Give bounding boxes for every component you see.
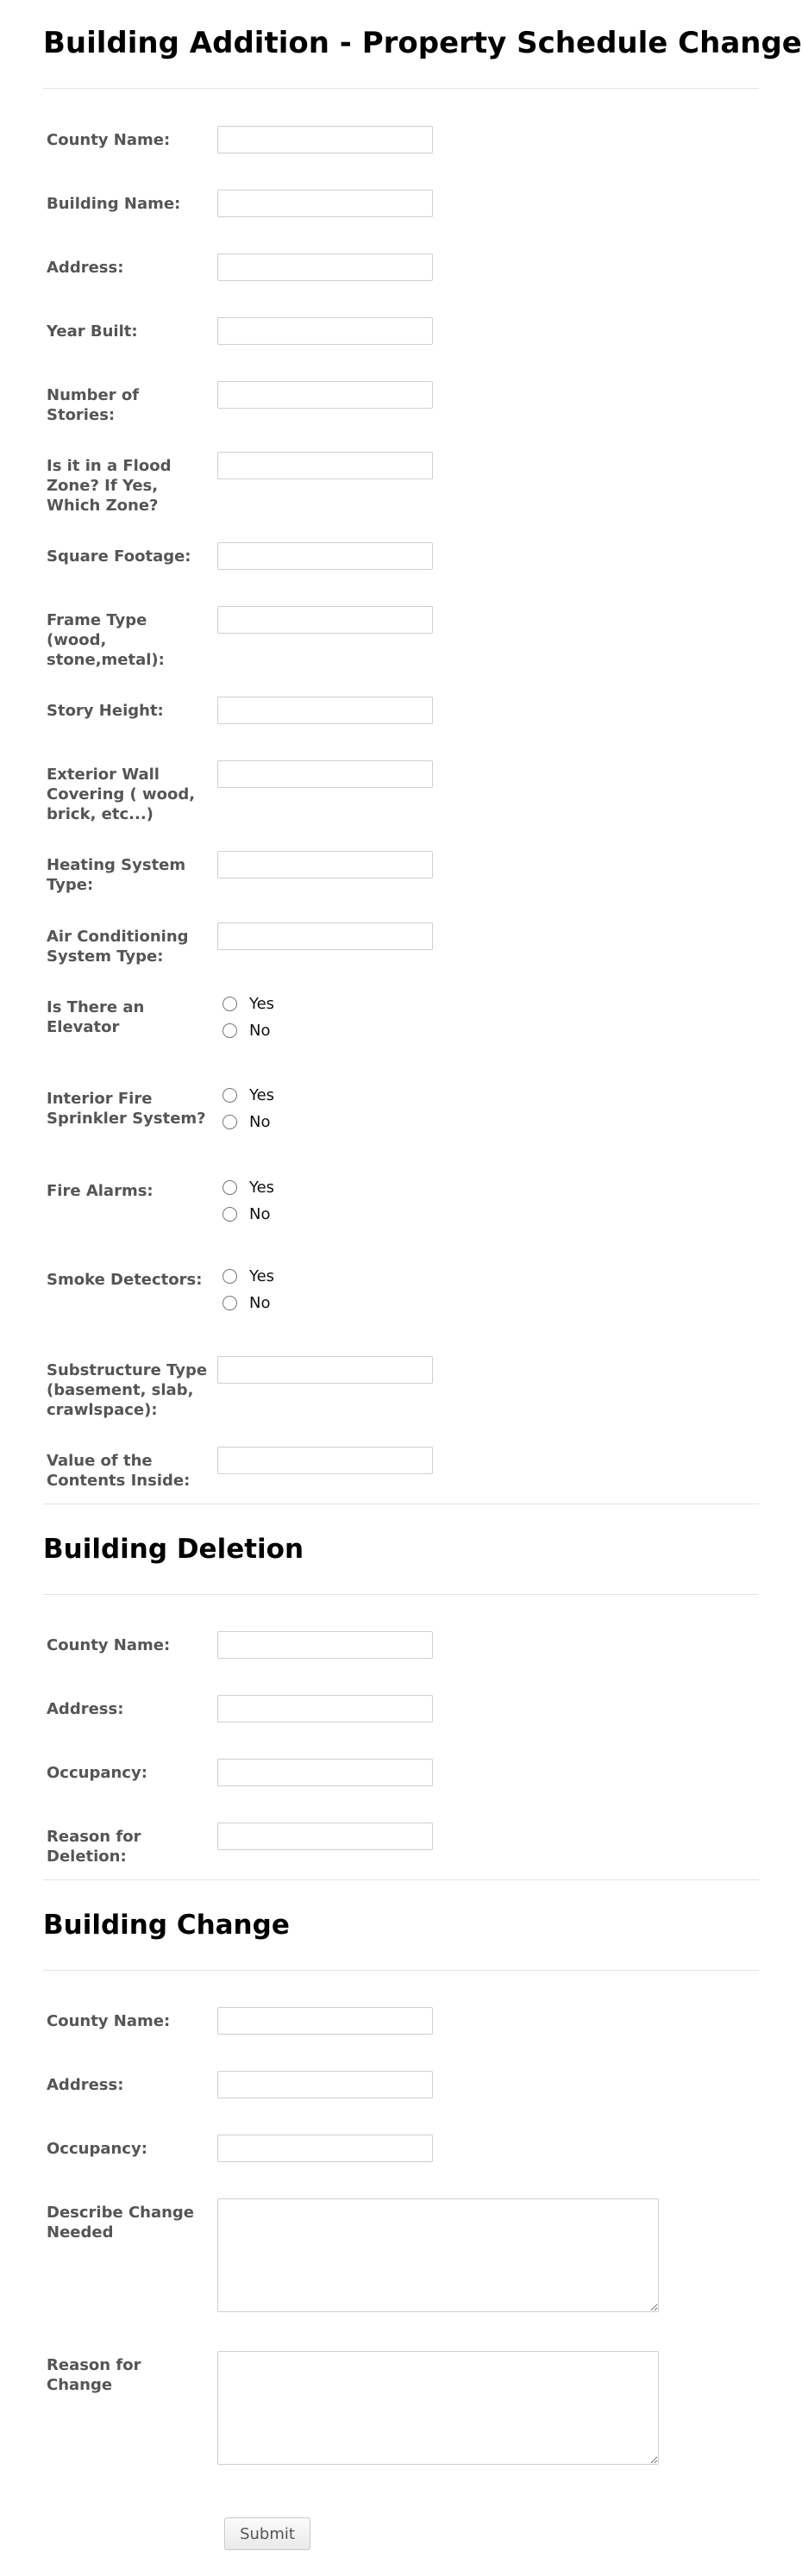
deletion-county-name-input[interactable] <box>217 1631 433 1659</box>
heating-system-type-label: Heating System Type: <box>47 856 186 894</box>
county-name-label: County Name: <box>47 131 171 149</box>
value-of-contents-label: Value of the Contents Inside: <box>47 1452 191 1490</box>
radio-yes-label: Yes <box>249 994 275 1013</box>
sprinkler-no-option[interactable] <box>222 1112 270 1131</box>
deletion-occupancy-input[interactable] <box>217 1759 433 1786</box>
addition-value-of-contents-input[interactable] <box>217 1447 433 1474</box>
fire-alarms-no-radio[interactable] <box>222 1207 237 1222</box>
building-change-title: Building Change <box>43 1910 290 1941</box>
building-addition-title: Building Addition - Property Schedule Change <box>43 26 802 60</box>
smoke-detectors-label: Smoke Detectors: <box>47 1271 203 1289</box>
change-county-name-input[interactable] <box>217 2007 433 2035</box>
smoke-detectors-yes-radio[interactable] <box>222 1269 237 1284</box>
elevator-label: Is There an Elevator <box>47 998 145 1036</box>
reason-for-change-label: Reason for Change <box>47 2356 141 2394</box>
elevator-yes-option[interactable] <box>222 994 274 1013</box>
address-label: Address: <box>47 259 124 277</box>
reason-for-deletion-label: Reason for Deletion: <box>47 1828 141 1866</box>
radio-yes-label: Yes <box>249 1085 275 1104</box>
county-name-label: County Name: <box>47 1636 171 1654</box>
fire-alarms-yes-radio[interactable] <box>222 1180 237 1195</box>
elevator-no-radio[interactable] <box>222 1023 237 1038</box>
radio-no-label: No <box>249 1204 271 1223</box>
radio-no-label: No <box>249 1293 271 1312</box>
addition-exterior-wall-covering-input[interactable] <box>217 760 433 788</box>
addition-air-conditioning-input[interactable] <box>217 922 433 950</box>
change-address-input[interactable] <box>217 2071 433 2098</box>
number-of-stories-label: Number of Stories: <box>47 386 140 424</box>
air-conditioning-system-type-label: Air Conditioning System Type: <box>47 928 189 966</box>
deletion-reason-input[interactable] <box>217 1823 433 1850</box>
story-height-label: Story Height: <box>47 702 164 720</box>
smoke-detectors-no-option[interactable] <box>222 1293 270 1312</box>
elevator-no-option[interactable] <box>222 1021 270 1040</box>
smoke-detectors-no-radio[interactable] <box>222 1296 237 1310</box>
addition-frame-type-input[interactable] <box>217 606 433 634</box>
flood-zone-label: Is it in a Flood Zone? If Yes, Which Zone? <box>47 457 172 515</box>
county-name-label: County Name: <box>47 2012 171 2030</box>
addition-year-built-input[interactable] <box>217 317 433 345</box>
addition-address-input[interactable] <box>217 253 433 281</box>
radio-no-label: No <box>249 1112 271 1131</box>
sprinkler-yes-option[interactable] <box>222 1085 274 1104</box>
describe-change-label: Describe Change Needed <box>47 2204 195 2241</box>
building-name-label: Building Name: <box>47 195 181 213</box>
address-label: Address: <box>47 2076 124 2094</box>
addition-square-footage-input[interactable] <box>217 542 433 570</box>
addition-flood-zone-input[interactable] <box>217 452 433 479</box>
fire-alarms-label: Fire Alarms: <box>47 1182 154 1200</box>
elevator-yes-radio[interactable] <box>222 997 237 1011</box>
addition-number-of-stories-input[interactable] <box>217 381 433 409</box>
smoke-detectors-yes-option[interactable] <box>222 1266 274 1285</box>
frame-type-label: Frame Type (wood, stone,metal): <box>47 611 165 669</box>
substructure-type-label: Substructure Type (basement, slab, crawlspace): <box>47 1361 208 1419</box>
square-footage-label: Square Footage: <box>47 547 191 566</box>
sprinkler-yes-radio[interactable] <box>222 1088 237 1103</box>
address-label: Address: <box>47 1700 124 1718</box>
addition-story-height-input[interactable] <box>217 697 433 724</box>
section-divider <box>43 1970 759 1971</box>
fire-alarms-yes-option[interactable] <box>222 1178 274 1197</box>
describe-change-textarea[interactable] <box>217 2198 659 2312</box>
submit-button[interactable]: Submit <box>224 2517 310 2550</box>
fire-alarms-no-option[interactable] <box>222 1204 270 1223</box>
addition-substructure-type-input[interactable] <box>217 1356 433 1384</box>
deletion-address-input[interactable] <box>217 1695 433 1723</box>
addition-heating-system-type-input[interactable] <box>217 851 433 878</box>
radio-yes-label: Yes <box>249 1266 275 1285</box>
interior-fire-sprinkler-label: Interior Fire Sprinkler System? <box>47 1090 206 1128</box>
radio-no-label: No <box>249 1021 271 1040</box>
occupancy-label: Occupancy: <box>47 2140 147 2158</box>
radio-yes-label: Yes <box>249 1178 275 1197</box>
sprinkler-no-radio[interactable] <box>222 1115 237 1129</box>
building-deletion-title: Building Deletion <box>43 1534 304 1565</box>
section-divider <box>43 88 759 89</box>
occupancy-label: Occupancy: <box>47 1764 147 1782</box>
change-occupancy-input[interactable] <box>217 2135 433 2162</box>
year-built-label: Year Built: <box>47 322 138 341</box>
reason-for-change-textarea[interactable] <box>217 2351 659 2465</box>
section-divider <box>43 1594 759 1595</box>
section-divider <box>43 1879 759 1880</box>
exterior-wall-covering-label: Exterior Wall Covering ( wood, brick, etc...) <box>47 766 196 823</box>
addition-county-name-input[interactable] <box>217 126 433 153</box>
addition-building-name-input[interactable] <box>217 190 433 217</box>
